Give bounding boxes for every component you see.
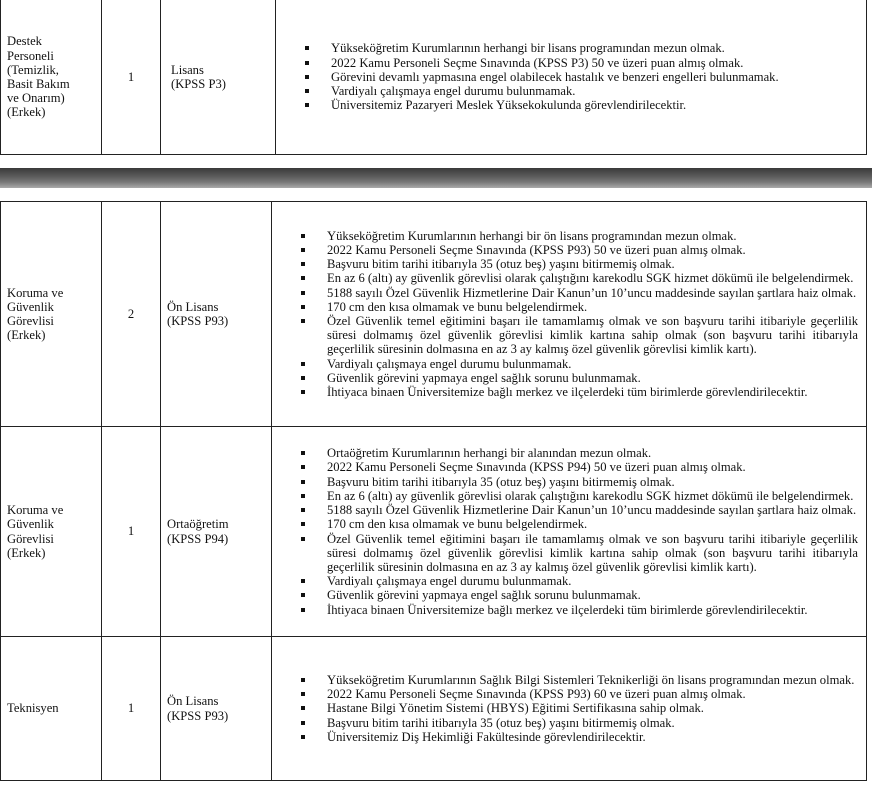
requirement-item: Vardiyalı çalışmaya engel durumu bulunmamak. (300, 574, 858, 588)
education-cell (161, 0, 276, 155)
requirements-cell (272, 427, 867, 637)
education-line: (KPSS P3) (171, 77, 226, 91)
requirements-list (300, 446, 858, 616)
education-line: (KPSS P94) (167, 531, 229, 546)
education-line: Ön Lisans (167, 299, 219, 314)
requirement-item: En az 6 (altı) ay güvenlik görevlisi olarak çalıştığını karekodlu SGK hizmet dökümü ile belgelendirmek. (300, 271, 858, 285)
count-cell: 1 (102, 637, 161, 781)
position-line: Güvenlik (7, 517, 54, 532)
requirement-item: Başvuru bitim tarihi itibarıyla 35 (otuz beş) yaşını bitirmemiş olmak. (300, 475, 858, 489)
requirement-item: Üniversitemiz Pazaryeri Meslek Yüksekokulunda görevlendirilecektir. (304, 98, 858, 112)
requirement-item: 2022 Kamu Personeli Seçme Sınavında (KPSS P3) 50 ve üzeri puan almış olmak. (304, 56, 858, 70)
position-line: ve Onarım) (7, 91, 65, 106)
requirement-item: Yükseköğretim Kurumlarının herhangi bir lisans programından mezun olmak. (304, 41, 858, 55)
table-row (1, 0, 867, 155)
requirements-list (304, 41, 858, 112)
requirement-item: 5188 sayılı Özel Güvenlik Hizmetlerine Dair Kanun’un 10’uncu maddesinde sayılan şartlara haiz olmak. (300, 286, 858, 300)
table-row (1, 637, 867, 781)
education-line: Ön Lisans (167, 694, 219, 709)
position-line: Görevlisi (7, 531, 54, 546)
requirement-item: 2022 Kamu Personeli Seçme Sınavında (KPSS P93) 60 ve üzeri puan almış olmak. (300, 687, 858, 701)
position-line: (Erkek) (7, 105, 46, 120)
education-cell (161, 637, 272, 781)
position-line: Koruma ve (7, 285, 64, 300)
count-cell: 1 (102, 427, 161, 637)
requirement-item: Görevini devamlı yapmasına engel olabilecek hastalık ve benzeri engelleri bulunmamak. (304, 70, 858, 84)
requirements-cell (272, 202, 867, 427)
education-line: Lisans (171, 62, 204, 77)
position-line: (Erkek) (7, 328, 46, 343)
education-cell (161, 427, 272, 637)
requirement-item: 5188 sayılı Özel Güvenlik Hizmetlerine Dair Kanun’un 10’uncu maddesinde sayılan şartlara haiz olmak. (300, 503, 858, 517)
requirements-cell (272, 637, 867, 781)
education-line: (KPSS P93) (167, 708, 229, 723)
requirement-item: 2022 Kamu Personeli Seçme Sınavında (KPSS P93) 50 ve üzeri puan almış olmak. (300, 243, 858, 257)
requirement-item: Başvuru bitim tarihi itibarıyla 35 (otuz beş) yaşını bitirmemiş olmak. (300, 257, 858, 271)
requirement-item: Vardiyalı çalışmaya engel durumu bulunmamak. (304, 84, 858, 98)
table-row (1, 202, 867, 427)
requirement-item: Güvenlik görevini yapmaya engel sağlık sorunu bulunmamak. (300, 588, 858, 602)
position-line: Basit Bakım (7, 77, 70, 91)
requirement-item: Üniversitemiz Diş Hekimliği Fakültesinde görevlendirilecektir. (300, 730, 858, 744)
count-cell: 1 (102, 0, 161, 155)
requirements-cell (276, 0, 867, 155)
requirement-item: Yükseköğretim Kurumlarının herhangi bir ön lisans programından mezun olmak. (300, 229, 858, 243)
requirement-item: Başvuru bitim tarihi itibarıyla 35 (otuz beş) yaşını bitirmemiş olmak. (300, 716, 858, 730)
position-line: Destek (7, 34, 42, 49)
position-cell (1, 0, 102, 155)
staff-table-bottom (0, 201, 867, 781)
position-cell (1, 637, 102, 781)
requirement-item: Güvenlik görevini yapmaya engel sağlık sorunu bulunmamak. (300, 371, 858, 385)
requirement-item: 170 cm den kısa olmamak ve bunu belgelendirmek. (300, 517, 858, 531)
requirement-item: Özel Güvenlik temel eğitimini başarı ile tamamlamış olmak ve son başvuru tarihi itibariyle geçerlilik süresi dolmamış özel güvenlik görevlisi kimlik kartına sahip olmak (son başvuru tarihi itibarıyla geçerlilik süresinin dolmasına en az 3 ay kalmış özel güvenlik görevlisi kimlik kartı). (300, 314, 858, 357)
requirement-item: En az 6 (altı) ay güvenlik görevlisi olarak çalıştığını karekodlu SGK hizmet dökümü ile belgelendirmek. (300, 489, 858, 503)
requirement-item: Yükseköğretim Kurumlarının Sağlık Bilgi Sistemleri Teknikerliği ön lisans programından mezun olmak. (300, 673, 858, 687)
position-line: Personeli (7, 48, 54, 63)
position-cell (1, 202, 102, 427)
requirement-item: İhtiyaca binaen Üniversitemize bağlı merkez ve ilçelerdeki tüm birimlerde görevlendirilecektir. (300, 603, 858, 617)
requirement-item: İhtiyaca binaen Üniversitemize bağlı merkez ve ilçelerdeki tüm birimlerde görevlendirilecektir. (300, 385, 858, 399)
position-cell (1, 427, 102, 637)
education-line: (KPSS P93) (167, 314, 229, 328)
position-line: (Erkek) (7, 545, 46, 560)
position-line: Teknisyen (7, 701, 59, 716)
position-line: (Temizlik, (7, 62, 59, 77)
requirement-item: Özel Güvenlik temel eğitimini başarı ile tamamlamış olmak ve son başvuru tarihi itibariyle geçerlilik süresi dolmamış özel güvenlik görevlisi kimlik kartına sahip olmak (son başvuru tarihi itibarıyla geçerlilik süresinin dolmasına en az 3 ay kalmış özel güvenlik görevlisi kimlik kartı). (300, 532, 858, 575)
requirements-list (300, 229, 858, 399)
section-separator (0, 168, 872, 188)
education-cell (161, 202, 272, 427)
requirement-item: 2022 Kamu Personeli Seçme Sınavında (KPSS P94) 50 ve üzeri puan almış olmak. (300, 460, 858, 474)
count-cell: 2 (102, 202, 161, 427)
requirement-item: Hastane Bilgi Yönetim Sistemi (HBYS) Eğitimi Sertifikasına sahip olmak. (300, 701, 858, 715)
position-line: Görevlisi (7, 314, 54, 328)
education-line: Ortaöğretim (167, 517, 229, 532)
position-line: Koruma ve (7, 503, 64, 518)
requirement-item: 170 cm den kısa olmamak ve bunu belgelendirmek. (300, 300, 858, 314)
requirements-list (300, 673, 858, 744)
staff-table-top (0, 0, 867, 155)
table-row (1, 427, 867, 637)
requirement-item: Ortaöğretim Kurumlarının herhangi bir alanından mezun olmak. (300, 446, 858, 460)
requirement-item: Vardiyalı çalışmaya engel durumu bulunmamak. (300, 357, 858, 371)
position-line: Güvenlik (7, 299, 54, 314)
